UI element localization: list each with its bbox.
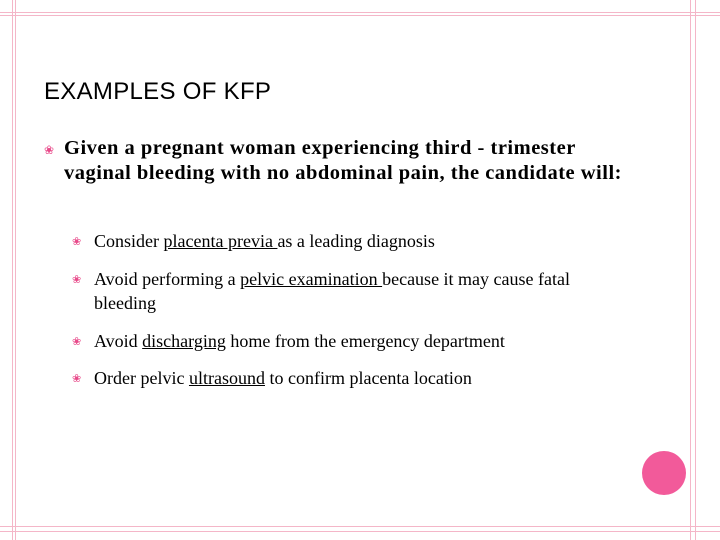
underlined-term: discharging bbox=[142, 331, 226, 351]
sub-bullet-point bbox=[72, 229, 632, 253]
main-bullet-point bbox=[44, 136, 644, 186]
bullet-icon: ❀ bbox=[72, 336, 82, 348]
sub-point-text bbox=[94, 229, 435, 253]
text-segment: to confirm placenta location bbox=[264, 368, 472, 388]
text-segment: Avoid bbox=[94, 331, 143, 351]
decorative-circle bbox=[642, 451, 686, 495]
sub-bullet-point bbox=[72, 366, 632, 390]
bullet-icon: ❀ bbox=[72, 373, 82, 385]
bullet-icon: ❀ bbox=[72, 236, 82, 248]
decorative-border-bottom bbox=[0, 526, 720, 532]
text-segment: Order pelvic bbox=[94, 368, 189, 388]
bullet-icon: ❀ bbox=[72, 274, 82, 286]
slide-title: EXAMPLES OF KFP bbox=[44, 78, 272, 105]
text-segment: because it may cause fatal bleeding bbox=[94, 269, 570, 313]
text-segment: Consider bbox=[94, 231, 164, 251]
underlined-term: pelvic examination bbox=[240, 269, 383, 289]
bullet-icon: ❀ bbox=[44, 143, 55, 157]
sub-bullet-point bbox=[72, 329, 632, 353]
sub-point-text bbox=[94, 366, 472, 390]
decorative-border-top bbox=[0, 12, 720, 16]
underlined-term: ultrasound bbox=[188, 368, 265, 388]
decorative-border-left bbox=[12, 0, 16, 540]
text-segment: Avoid performing a bbox=[94, 269, 241, 289]
underlined-term: placenta previa bbox=[163, 231, 278, 251]
sub-bullet-point bbox=[72, 267, 617, 315]
main-point-text: Given a pregnant woman experiencing third - trimester vaginal bleeding with no abdominal pain, the candidate will: bbox=[64, 137, 622, 184]
sub-point-text bbox=[94, 329, 505, 353]
sub-point-text bbox=[94, 267, 617, 315]
text-segment: as a leading diagnosis bbox=[277, 231, 435, 251]
decorative-border-right bbox=[690, 0, 696, 540]
text-segment: home from the emergency department bbox=[225, 331, 505, 351]
